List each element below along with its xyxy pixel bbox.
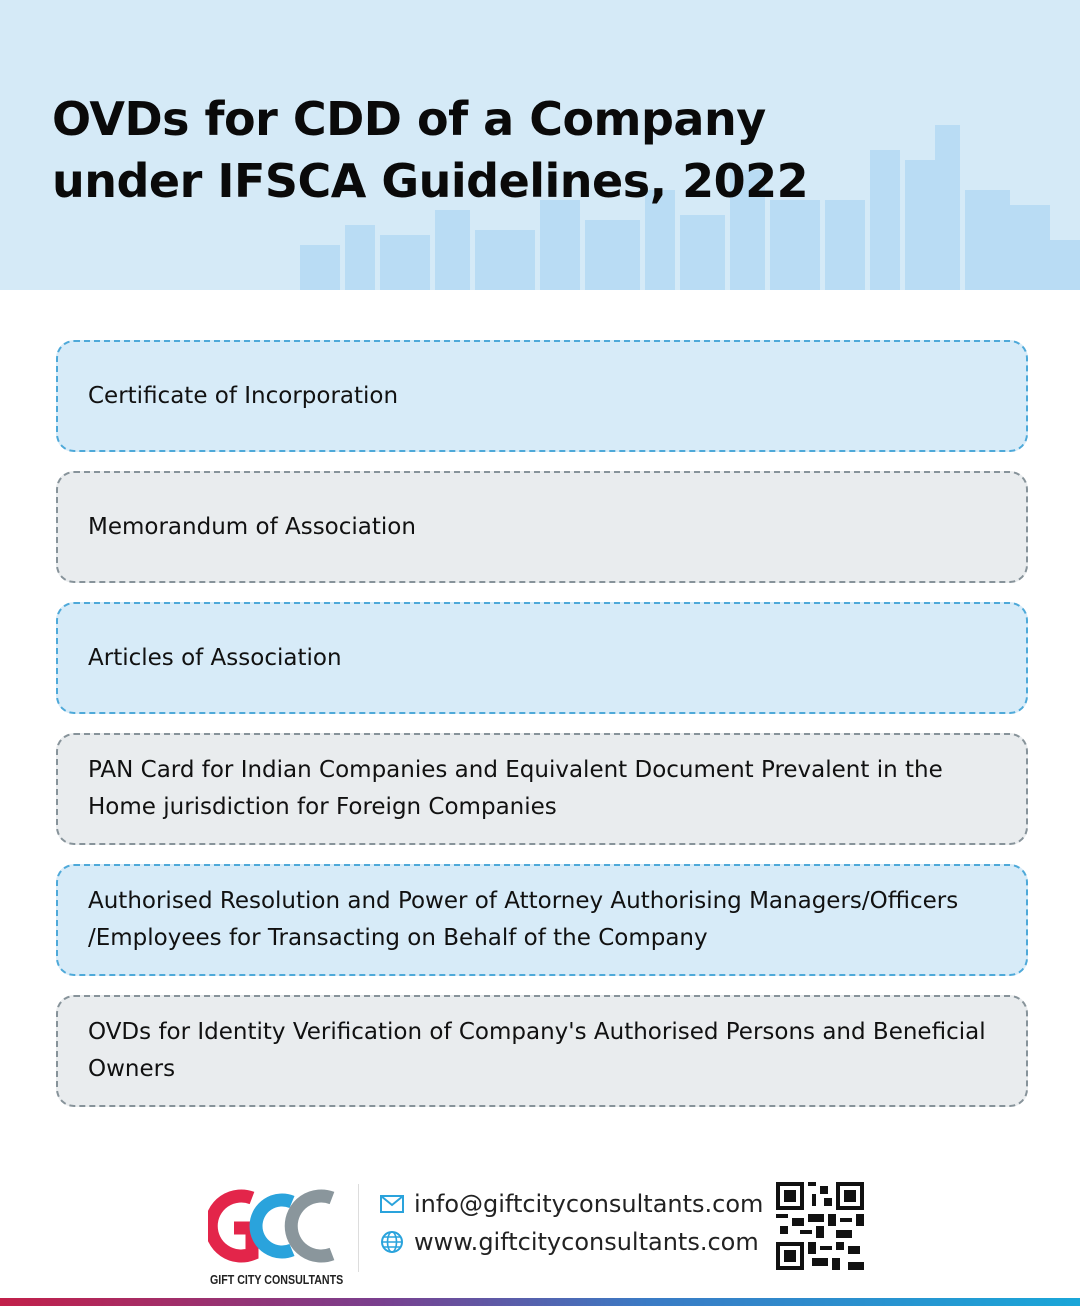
list-item bbox=[56, 340, 1028, 452]
divider bbox=[358, 1184, 359, 1272]
globe-icon bbox=[380, 1230, 404, 1254]
header-banner bbox=[0, 0, 1080, 290]
email-contact[interactable] bbox=[380, 1190, 763, 1218]
website-contact[interactable] bbox=[380, 1228, 759, 1256]
list-item bbox=[56, 995, 1028, 1107]
list-item bbox=[56, 864, 1028, 976]
title-line-1: OVDs for CDD of a Company bbox=[52, 92, 766, 146]
envelope-icon bbox=[380, 1195, 404, 1213]
page-title bbox=[52, 88, 808, 212]
item-text: PAN Card for Indian Companies and Equivalent Document Prevalent in the Home jurisdiction for Foreign Companies bbox=[88, 757, 943, 820]
company-logo bbox=[208, 1184, 344, 1287]
item-text: Articles of Association bbox=[88, 644, 342, 671]
gcc-logo-icon bbox=[208, 1184, 338, 1268]
list-item bbox=[56, 602, 1028, 714]
item-text: Certificate of Incorporation bbox=[88, 382, 399, 409]
qr-code-icon[interactable] bbox=[776, 1182, 864, 1270]
gradient-bottom-bar bbox=[0, 1298, 1080, 1306]
list-item bbox=[56, 471, 1028, 583]
logo-text: GIFT CITY CONSULTANTS bbox=[210, 1272, 344, 1287]
title-line-2: under IFSCA Guidelines, 2022 bbox=[52, 154, 809, 208]
list-item bbox=[56, 733, 1028, 845]
item-text: OVDs for Identity Verification of Company's Authorised Persons and Beneficial Owners bbox=[88, 1019, 986, 1082]
item-text: Authorised Resolution and Power of Attorney Authorising Managers/Officers /Employees for Transacting on Behalf of the Company bbox=[88, 888, 959, 951]
footer bbox=[0, 1170, 1080, 1298]
website-link[interactable]: www.giftcityconsultants.com bbox=[414, 1228, 759, 1256]
item-text: Memorandum of Association bbox=[88, 513, 416, 540]
email-link[interactable]: info@giftcityconsultants.com bbox=[414, 1190, 764, 1218]
